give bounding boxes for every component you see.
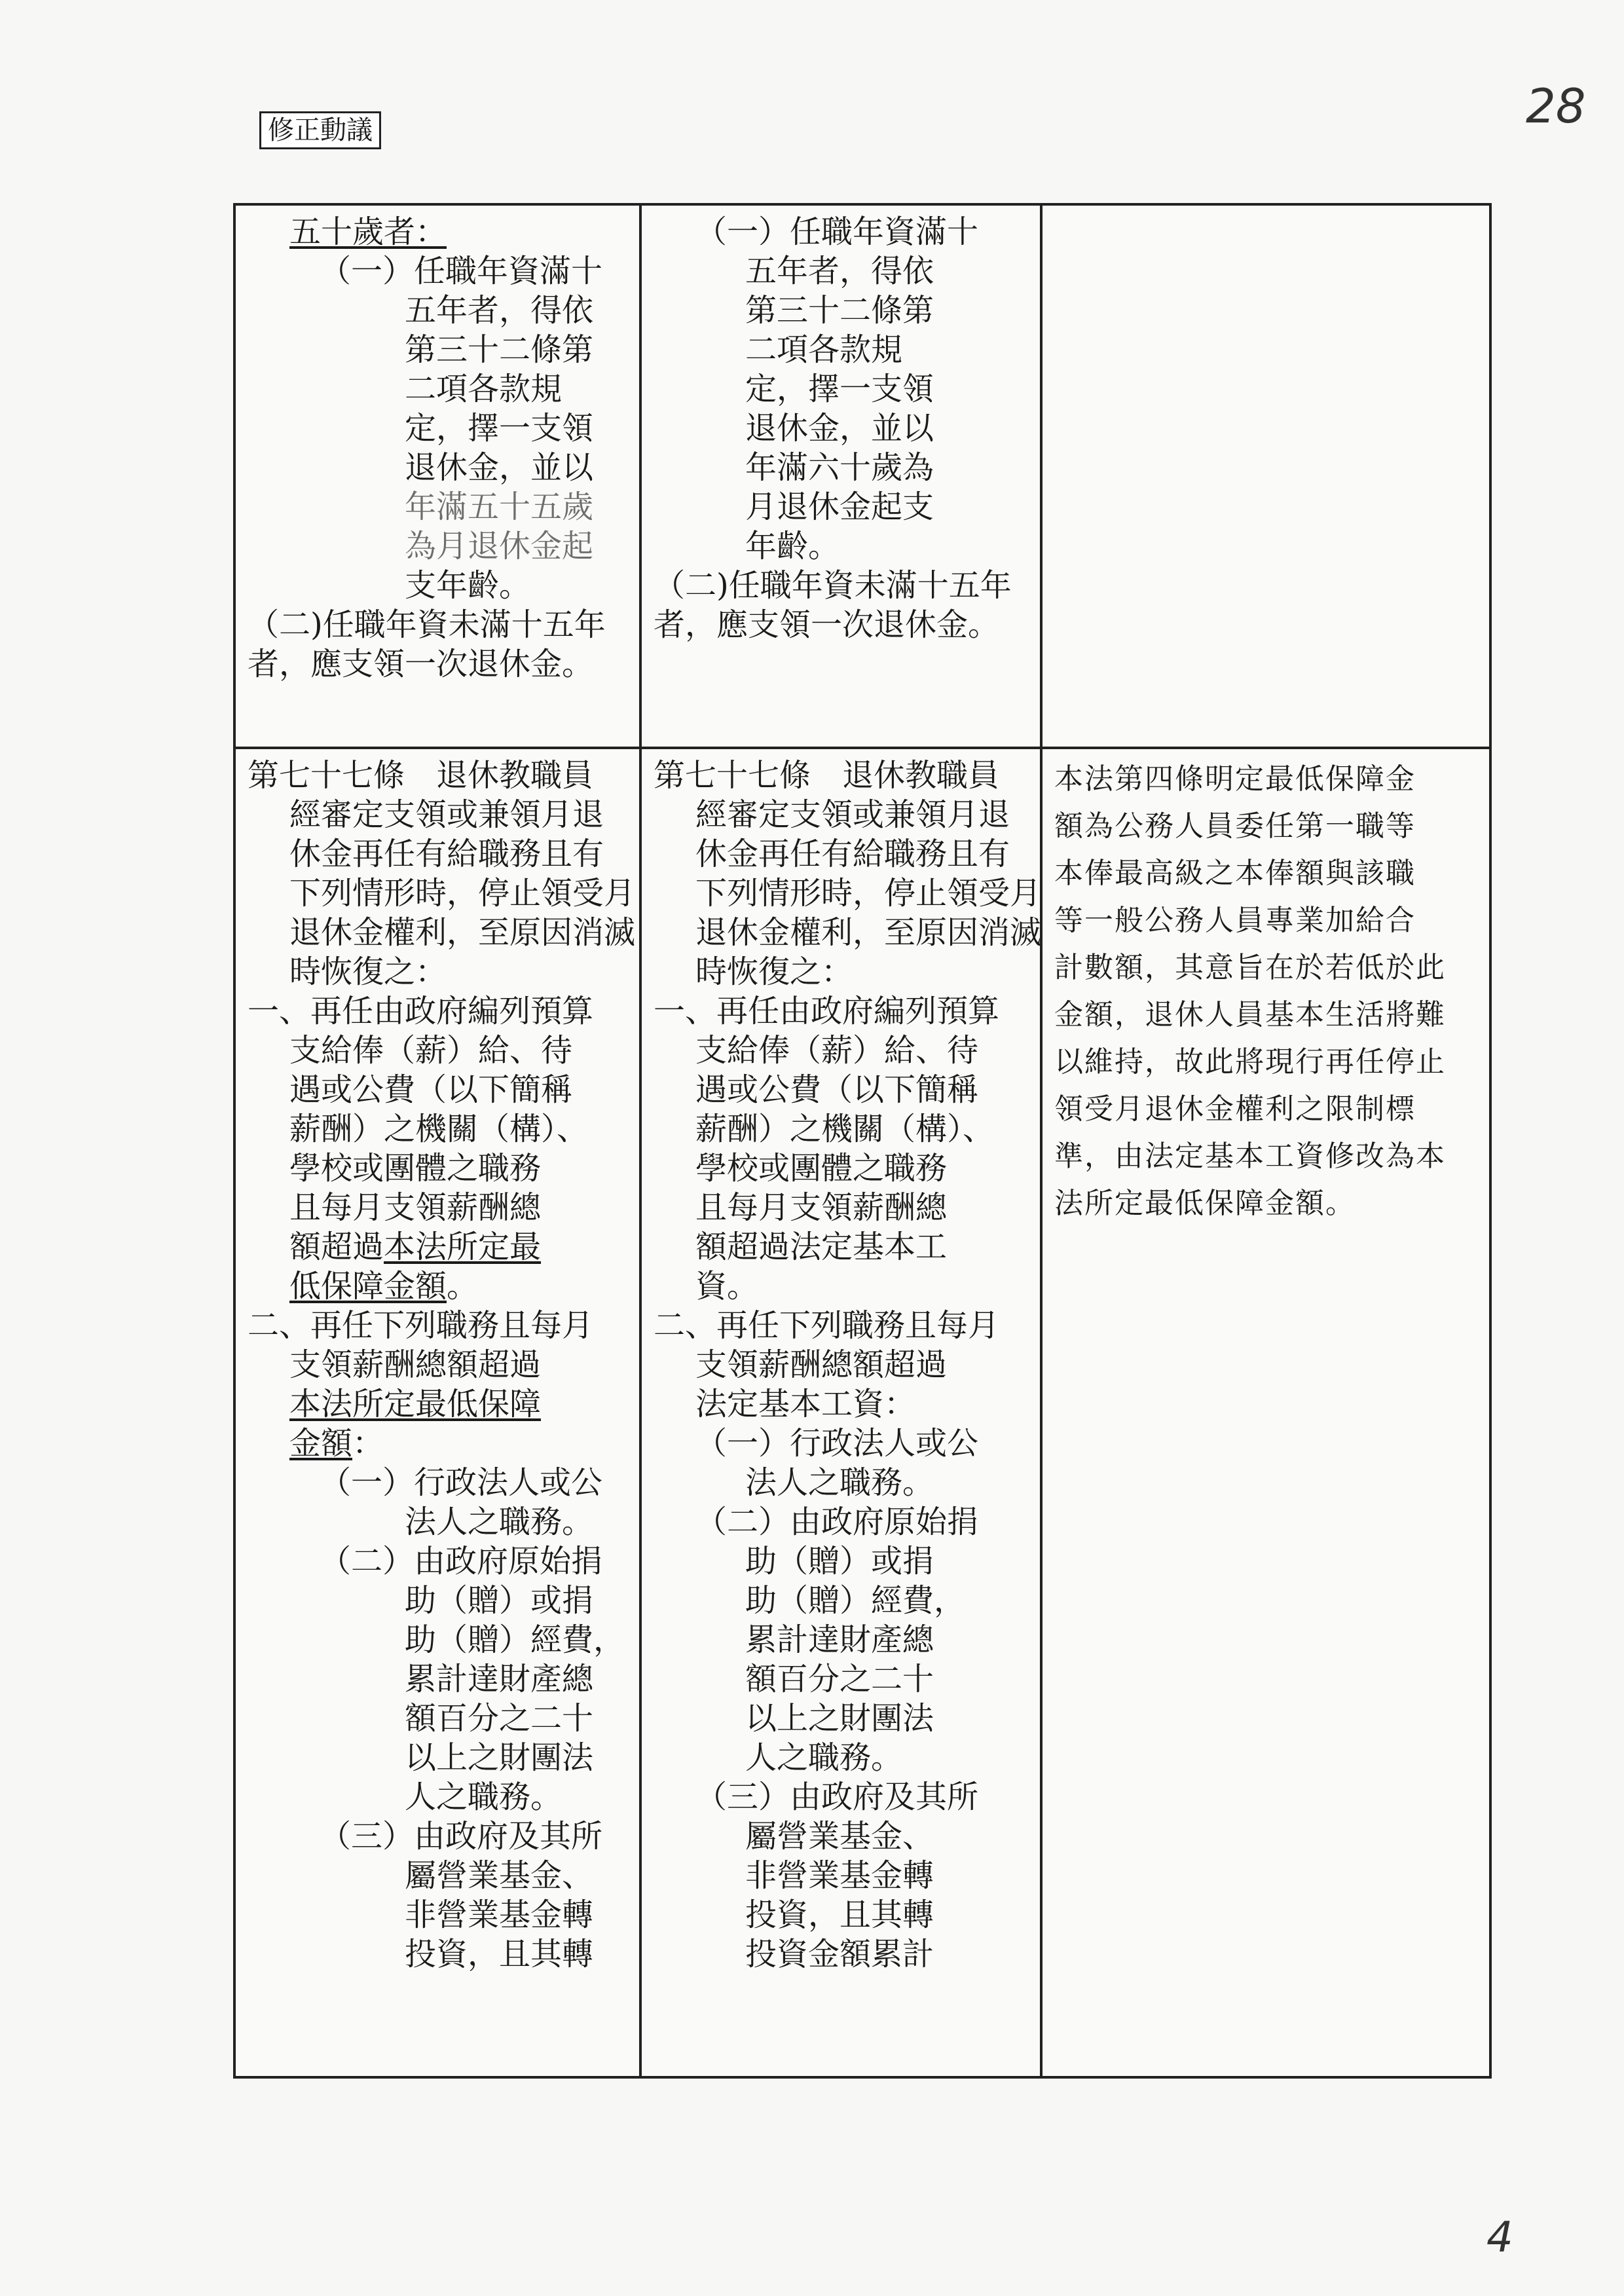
- text-line: 本法所定最低保障: [289, 1386, 542, 1422]
- table-row: [234, 748, 1490, 2077]
- text-line: 人之職務。: [745, 1739, 903, 1776]
- text-line: 且每月支領薪酬總: [289, 1189, 542, 1226]
- text-line: 第七十七條 退休教職員: [654, 757, 1000, 794]
- handwritten-page-number: 28: [1526, 79, 1586, 134]
- text-line: 支年齡。: [405, 567, 531, 604]
- text-line: 學校或團體之職務: [289, 1150, 542, 1187]
- text-line: 二、再任下列職務且每月: [248, 1307, 594, 1344]
- text-line: （一）任職年資滿十: [695, 213, 979, 250]
- text-line: 準，由法定基本工資修改為本: [1054, 1139, 1446, 1173]
- text-line: 退休金權利，至原因消滅: [289, 914, 636, 951]
- text-line: 額百分之二十: [745, 1661, 934, 1697]
- text-line: （二)任職年資未滿十五年: [654, 567, 1012, 604]
- text-line: （一）行政法人或公: [695, 1425, 979, 1462]
- text-line: （一）行政法人或公: [320, 1464, 603, 1501]
- text-line: 屬營業基金、: [405, 1857, 594, 1894]
- text-line: 年齡。: [745, 528, 840, 565]
- text-line: 額超過本法所定最: [289, 1229, 542, 1265]
- text-line: 投資金額累計: [745, 1936, 934, 1972]
- text-line: （二)任職年資未滿十五年: [248, 606, 606, 643]
- text-line: 為月退休金起: [405, 528, 594, 565]
- text-line: 一、再任由政府編列預算: [248, 993, 594, 1029]
- text-line: 五年者，得依: [405, 292, 594, 329]
- text-line: 法人之職務。: [745, 1464, 934, 1501]
- text-line: 計數額，其意旨在於若低於此: [1054, 951, 1446, 984]
- text-line: 累計達財產總: [745, 1621, 934, 1658]
- text-line: （三）由政府及其所: [695, 1779, 979, 1815]
- text-line: 時恢復之：: [695, 954, 853, 990]
- text-line: 經審定支領或兼領月退: [695, 796, 1010, 833]
- text-line: 薪酬）之機關（構）、: [695, 1111, 995, 1147]
- text-line: 定，擇一支領: [745, 371, 934, 407]
- text-line: 年滿六十歲為: [745, 449, 934, 486]
- text-line: 等一般公務人員專業加給合: [1054, 904, 1416, 937]
- text-line: 支領薪酬總額超過: [695, 1346, 948, 1383]
- amended-text-cell: [234, 748, 640, 2077]
- current-text-cell: [640, 204, 1041, 748]
- text-line: 且每月支領薪酬總: [695, 1189, 948, 1226]
- text-line: 遇或公費（以下簡稱: [695, 1071, 979, 1108]
- table-row: [234, 204, 1490, 748]
- text-line: 月退休金起支: [745, 489, 934, 525]
- handwritten-corner-mark: 4: [1486, 2213, 1513, 2262]
- text-line: 者，應支領一次退休金。: [248, 646, 594, 682]
- text-line: 二項各款規: [745, 331, 903, 368]
- text-line: 資。: [695, 1268, 759, 1305]
- text-line: 學校或團體之職務: [695, 1150, 948, 1187]
- text-line: 第三十二條第: [745, 292, 934, 329]
- text-line: 年滿五十五歲: [405, 489, 594, 525]
- text-line: （二）由政府原始捐: [695, 1504, 979, 1540]
- text-line: 退休金，並以: [745, 410, 934, 447]
- text-line: 支領薪酬總額超過: [289, 1346, 542, 1383]
- text-line: 助（贈）經費，: [745, 1582, 966, 1619]
- text-line: （一）任職年資滿十: [320, 253, 603, 289]
- text-line: 二項各款規: [405, 371, 563, 407]
- text-line: 累計達財產總: [405, 1661, 594, 1697]
- text-line: 薪酬）之機關（構）、: [289, 1111, 589, 1147]
- text-line: 休金再任有給職務且有: [289, 836, 604, 872]
- text-line: 低保障金額。: [289, 1268, 479, 1305]
- text-line: 時恢復之：: [289, 954, 447, 990]
- text-line: 法人之職務。: [405, 1504, 594, 1540]
- text-line: 退休金權利，至原因消滅: [695, 914, 1042, 951]
- text-line: 下列情形時，停止領受月: [695, 875, 1042, 912]
- text-line: 經審定支領或兼領月退: [289, 796, 604, 833]
- text-line: 休金再任有給職務且有: [695, 836, 1010, 872]
- amended-text-cell: [234, 204, 640, 748]
- text-line: 第三十二條第: [405, 331, 594, 368]
- text-line: 本俸最高級之本俸額與該職: [1054, 857, 1416, 890]
- text-line: 領受月退休金權利之限制標: [1054, 1092, 1416, 1126]
- amendment-comparison-table: [233, 203, 1492, 2079]
- reason-cell: [1041, 748, 1490, 2077]
- text-line: 金額：: [289, 1425, 384, 1462]
- text-line: 非營業基金轉: [745, 1857, 934, 1894]
- text-line: 助（贈）或捐: [405, 1582, 594, 1619]
- text-line: 非營業基金轉: [405, 1897, 594, 1933]
- text-line: 金額，退休人員基本生活將難: [1054, 998, 1446, 1031]
- text-line: 五年者，得依: [745, 253, 934, 289]
- text-line: （二）由政府原始捐: [320, 1543, 603, 1580]
- text-line: 遇或公費（以下簡稱: [289, 1071, 573, 1108]
- text-line: 二、再任下列職務且每月: [654, 1307, 1000, 1344]
- text-line: 定，擇一支領: [405, 410, 594, 447]
- text-line: 支給俸（薪）給、待: [289, 1032, 573, 1069]
- text-line: 退休金，並以: [405, 449, 594, 486]
- text-line: 額超過法定基本工: [695, 1229, 948, 1265]
- text-line: 一、再任由政府編列預算: [654, 993, 1000, 1029]
- current-text-cell: [640, 748, 1041, 2077]
- text-line: 屬營業基金、: [745, 1818, 934, 1855]
- text-line: （三）由政府及其所: [320, 1818, 603, 1855]
- text-line: 額百分之二十: [405, 1700, 594, 1737]
- text-line: 支給俸（薪）給、待: [695, 1032, 979, 1069]
- text-line: 投資，且其轉: [745, 1897, 934, 1933]
- text-line: 者，應支領一次退休金。: [654, 606, 1000, 643]
- text-line: 人之職務。: [405, 1779, 563, 1815]
- text-line: 以維持，故此將現行再任停止: [1054, 1045, 1446, 1079]
- text-line: 法所定最低保障金額。: [1054, 1187, 1356, 1220]
- text-line: 五十歲者：: [289, 213, 447, 250]
- text-line: 助（贈）經費，: [405, 1621, 625, 1658]
- text-line: 本法第四條明定最低保障金: [1054, 762, 1416, 796]
- text-line: 額為公務人員委任第一職等: [1054, 809, 1416, 843]
- text-line: 以上之財團法: [745, 1700, 934, 1737]
- text-line: 法定基本工資：: [695, 1386, 916, 1422]
- text-line: 第七十七條 退休教職員: [248, 757, 594, 794]
- reason-cell: [1041, 204, 1490, 748]
- text-line: 投資，且其轉: [405, 1936, 594, 1972]
- text-line: 下列情形時，停止領受月: [289, 875, 636, 912]
- text-line: 助（贈）或捐: [745, 1543, 934, 1580]
- page-label: 修正動議: [259, 111, 381, 149]
- text-line: 以上之財團法: [405, 1739, 594, 1776]
